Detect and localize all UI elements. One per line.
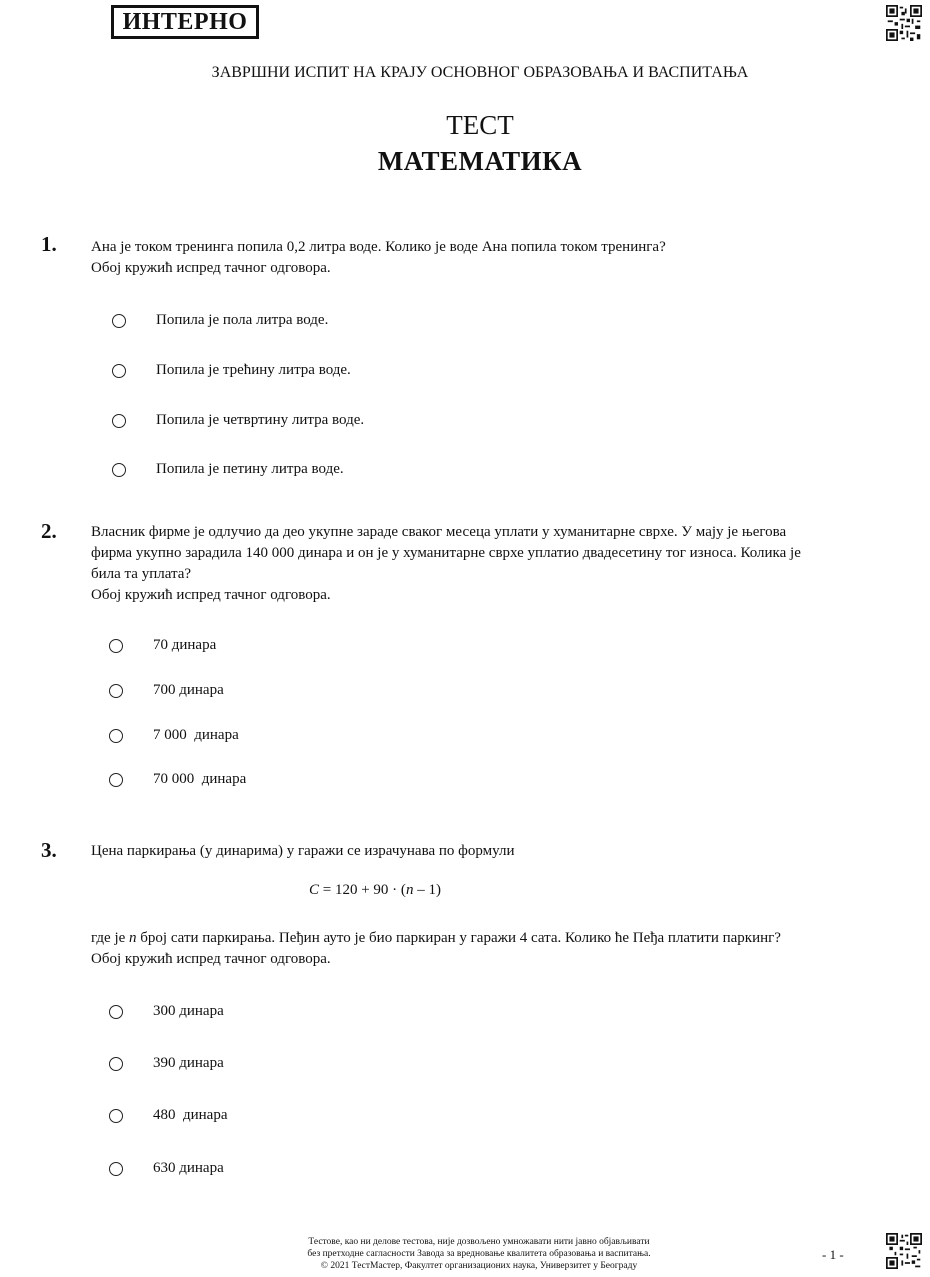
option-label: 390 динара [153,1055,224,1071]
radio-circle-icon[interactable] [109,1109,123,1123]
option-label: 700 динара [153,682,224,698]
exam-title: ЗАВРШНИ ИСПИТ НА КРАЈУ ОСНОВНОГ ОБРАЗОВАЊА И ВАСПИТАЊА [211,64,749,81]
radio-circle-icon[interactable] [109,773,123,787]
test-heading: ТЕСТ [446,110,514,140]
question-1-option-2 [112,362,351,379]
question-2-text [91,522,881,606]
question-3-prompt-2: где је n број сати паркирања. Пеђин ауто је био паркиран у гаражи 4 сата. Колико ће Пеђа платити паркинг? [91,930,781,946]
question-1-prompt: Ана је током тренинга попила 0,2 литра воде. Колико је воде Ана попила током тренинга? [91,239,666,255]
option-label: 630 динара [153,1160,224,1176]
radio-circle-icon[interactable] [109,684,123,698]
footer-line-2: без претходне сагласности Завода за вредновање квалитета образовања и васпитања. [307,1249,651,1259]
option-label: Попила је четвртину литра воде. [156,412,365,428]
option-label: 300 динара [153,1003,224,1019]
internal-badge: ИНТЕРНО [111,5,259,39]
question-2-option-2 [109,682,224,699]
question-2-number: 2. [41,519,57,543]
parking-formula: C = 120 + 90 · (n – 1) [309,882,441,898]
question-3-instruction: Обој кружић испред тачног одговора. [91,951,331,967]
option-label: Попила је пола литра воде. [156,312,329,328]
question-1-text [91,237,881,279]
footer-copyright [244,1236,714,1272]
question-1-instruction: Обој кружић испред тачног одговора. [91,260,331,276]
radio-circle-icon[interactable] [112,314,126,328]
question-1-option-4 [112,461,344,478]
radio-circle-icon[interactable] [109,1057,123,1071]
question-2-prompt-line-2: фирма укупно зарадила 140 000 динара и он је у хуманитарне сврхе уплатио двадесетину тог износа. Колика је [91,545,801,561]
question-3-option-1 [109,1003,224,1020]
question-2-option-1 [109,637,216,654]
radio-circle-icon[interactable] [109,639,123,653]
option-label: Попила је трећину литра воде. [156,362,351,378]
question-3-prompt: Цена паркирања (у динарима) у гаражи се израчунава по формули [91,843,515,859]
question-2-option-4 [109,771,246,788]
option-label: 70 динара [153,637,217,653]
question-1-option-3 [112,412,364,429]
radio-circle-icon[interactable] [112,364,126,378]
question-2-instruction: Обој кружић испред тачног одговора. [91,587,331,603]
radio-circle-icon[interactable] [112,414,126,428]
question-2-option-3 [109,727,239,744]
question-3-number: 3. [41,838,57,862]
question-1-option-1 [112,312,328,329]
footer-line-1: Тестове, као ни делове тестова, није дозвољено умножавати нити јавно објављивати [308,1237,650,1247]
qr-code-icon [886,5,922,41]
radio-circle-icon[interactable] [109,1162,123,1176]
footer-line-3: © 2021 ТестМастер, Факултет организационих наука, Универзитет у Београду [320,1261,638,1271]
question-3-option-2 [109,1055,224,1072]
radio-circle-icon[interactable] [109,729,123,743]
question-2-prompt-line-1: Власник фирме је одлучио да део укупне зараде сваког месеца уплати у хуманитарне сврхе. У мају је његова [91,524,787,540]
question-3-option-3 [109,1107,228,1124]
question-3-option-4 [109,1160,224,1177]
question-2-prompt-line-3: била та уплата? [91,566,192,582]
option-label: 70 000 динара [153,771,247,787]
qr-code-icon [886,1233,922,1269]
option-label: Попила је петину литра воде. [156,461,344,477]
question-1-number: 1. [41,232,57,256]
option-label: 480 динара [153,1107,228,1123]
question-3-text [91,928,881,970]
radio-circle-icon[interactable] [112,463,126,477]
radio-circle-icon[interactable] [109,1005,123,1019]
subject-title: МАТЕМАТИКА [377,146,583,176]
option-label: 7 000 динара [153,727,239,743]
page-number: - 1 - [822,1247,844,1262]
